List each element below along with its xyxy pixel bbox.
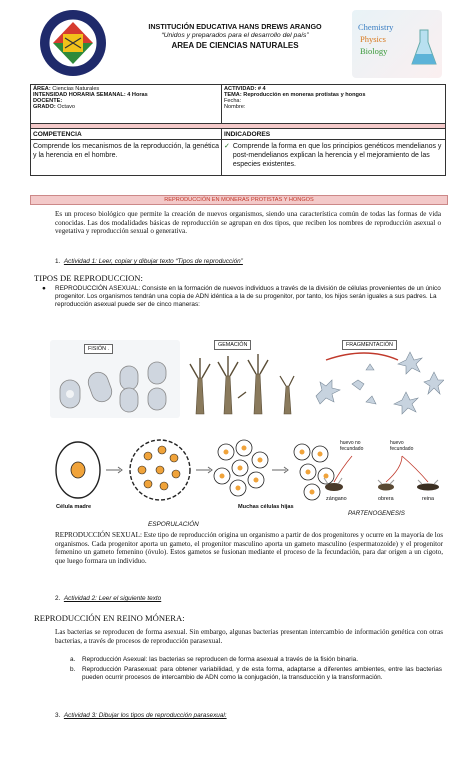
asexual-text: REPRODUCCIÓN ASEXUAL: Consiste en la formación de nuevos individuos a través de la división de células provenientes de un único progenitor. Los organismos tendrán una copia de ADN idéntica a la de su progenitor, por tanto, los hijos serán iguales a sus padres. La reproducción asexual puede ser de cinco maneras: <box>55 285 441 309</box>
biology-word: Biology <box>360 46 388 56</box>
school-motto: “Unidos y preparados para el desarrollo del país” <box>161 32 309 39</box>
science-logo <box>352 10 442 78</box>
monera-paragraph: Las bacterias se reproducen de forma asexual. Sin embargo, algunas bacterias presentan intercambio de información genética con otras bacterias, a través de procesos de reproducción parasexual. <box>55 628 443 645</box>
topic-value: Reproducción en moneras protistas y hongos <box>243 92 366 98</box>
fision-label: FISIÓN . <box>84 344 113 354</box>
obrera-label: obrera <box>378 496 394 502</box>
activity3-text: Actividad 3: Dibujar los tipos de reproducción parasexual: <box>63 712 227 719</box>
grade-label: GRADO: <box>33 104 56 110</box>
item-a-marker: a. <box>70 656 76 663</box>
huevo-fecundado-label: huevo fecundado <box>390 440 414 452</box>
asexual-paragraph <box>43 285 443 310</box>
zangano-label: zángano <box>326 496 347 502</box>
activity1-text: Actividad 1: Leer, copiar y dibujar texto “Tipos de reproducción” <box>63 258 243 265</box>
reina-label: reina <box>422 496 434 502</box>
competencia-text: Comprende los mecanismos de la reproducción, la genética y la herencia en el hombre. <box>33 143 219 159</box>
bullet-icon: ● <box>42 285 46 292</box>
fision-image <box>50 340 180 418</box>
section-title: REPRODUCCIÓN EN MONERAS PROTISTAS Y HONGOS <box>30 195 448 205</box>
muchas-celulas-label: Muchas células hijas <box>238 504 294 510</box>
tipos-title: TIPOS DE REPRODUCCION: <box>34 273 143 283</box>
item-b-text: Reproducción Parasexual: para obtener variabilidad, y de esta forma, adaptarse a diferentes ambientes, entre las bacterias pueden ocurrir procesos de intercambio de ADN como la conjugación, la transducción y la transformación. <box>82 666 442 682</box>
info-right-cell <box>222 85 446 124</box>
topic-label: TEMA: <box>224 92 242 98</box>
item-b-marker: b. <box>70 666 76 673</box>
monera-item-a <box>70 656 442 664</box>
area-title: AREA DE CIENCIAS NATURALES <box>171 41 299 50</box>
monera-title: REPRODUCCIÓN EN REINO MÓNERA: <box>34 613 185 623</box>
activity3-number: 3. <box>55 712 64 719</box>
indicadores-cell <box>222 129 446 176</box>
partenogenesis-image <box>312 436 446 522</box>
fragmentacion-label: FRAGMENTACIÓN <box>342 340 397 350</box>
date-field: Fecha: <box>224 98 242 104</box>
gemacion-label: GEMACIÓN <box>214 340 251 350</box>
physics-word: Physics <box>360 34 386 44</box>
huevo-no-fecundado-label: huevo no fecundado <box>340 440 364 452</box>
gemacion-image <box>186 340 298 418</box>
esporulacion-caption: ESPORULACIÓN <box>148 521 199 528</box>
activity2-number: 2. <box>55 595 64 602</box>
activity1 <box>55 258 243 266</box>
competencia-cell <box>31 129 222 176</box>
sexual-paragraph: REPRODUCCIÓN SEXUAL: Este tipo de reproducción origina un organismo a partir de dos progenitores y ocurre en la mayoría de los organismos. Cada progenitor aporta un gameto, el progenitor masculino aporta un gameto masculino (espermatozoide) y el progenitor femenino un gameto femenino (óvulo). Estos gametos se fusionan mediante el proceso de la fecundación, para dar origen a un cigoto, que luego formara un individuo. <box>55 531 443 565</box>
info-table <box>30 84 446 176</box>
name-field: Nombre: <box>224 104 246 110</box>
indicadores-title: INDICADORES <box>222 130 445 140</box>
celula-madre-label: Célula madre <box>56 504 92 510</box>
intro-paragraph: Es un proceso biológico que permite la creación de nuevos organismos, siendo una característica común de todas las formas de vida conocidas. Las dos modalidades básicas de reproducción se agrupan en dos tipos, que reciben los nombres de reproducción asexual o vegetativa y reproducción sexual o generativa. <box>55 210 441 236</box>
activity1-number: 1. <box>55 258 64 265</box>
school-name: INSTITUCIÓN EDUCATIVA HANS DREWS ARANGO <box>148 22 322 31</box>
activity2-text: Actividad 2: Leer el siguiente texto <box>63 595 162 602</box>
area-value: Ciencias Naturales <box>52 86 100 92</box>
indicadores-text: Comprende la forma en que los principios genéticos mendelianos y post-mendelianos explican la herencia y el mejoramiento de las especies existentes. <box>232 143 442 168</box>
info-left-cell <box>31 85 222 124</box>
grade-value: Octavo <box>57 104 75 110</box>
esporulacion-image <box>50 432 336 516</box>
area-label: ÁREA: <box>33 86 51 92</box>
partenogenesis-caption: PARTENOGENESIS <box>348 510 405 517</box>
activity-label: ACTIVIDAD: # 4 <box>224 86 266 92</box>
item-a-text: Reproducción Asexual: las bacterias se reproducen de forma asexual a través de la fisión binaria. <box>82 656 359 663</box>
activity3 <box>55 712 227 720</box>
hours-text: INTENSIDAD HORARIA SEMANAL: 4 Horas <box>33 92 148 98</box>
chemistry-word: Chemistry <box>358 22 394 32</box>
activity2 <box>55 595 161 603</box>
check-icon: ✓ <box>224 143 230 150</box>
teacher-label: DOCENTE: <box>33 98 63 104</box>
competencia-title: COMPETENCIA <box>31 130 221 140</box>
monera-item-b <box>70 666 442 682</box>
school-logo <box>38 8 108 78</box>
fragmentacion-image <box>306 340 444 422</box>
